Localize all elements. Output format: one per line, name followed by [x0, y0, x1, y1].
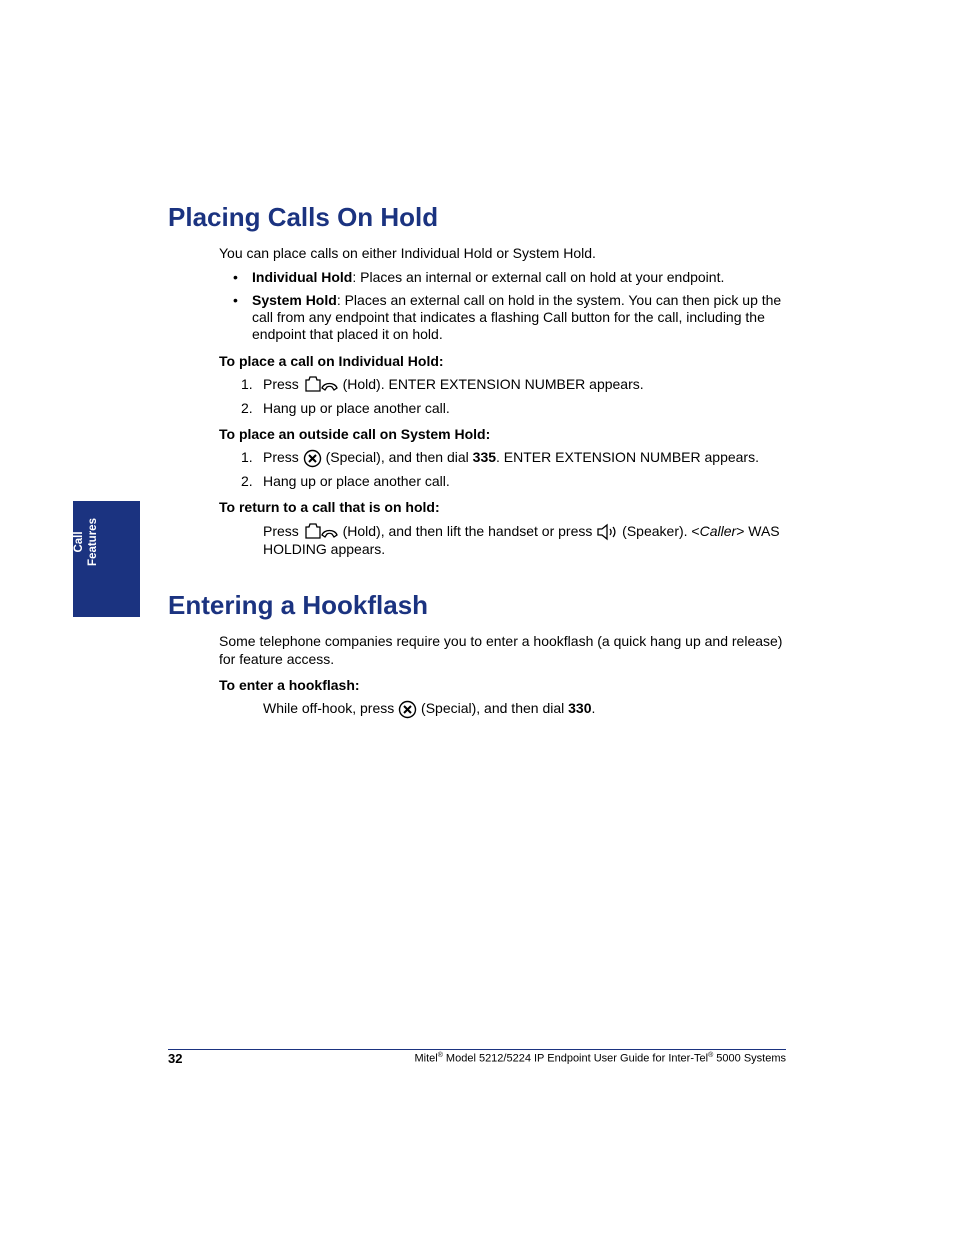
hookflash-step	[263, 700, 788, 719]
step-text: (Hold). ENTER EXTENSION NUMBER appears.	[342, 376, 644, 392]
bullet-dot: •	[233, 292, 238, 308]
speaker-icon	[596, 523, 618, 541]
proc1-step2: Hang up or place another call.	[263, 400, 450, 416]
step-text: (Speaker). <	[622, 523, 700, 539]
side-tab-label	[72, 506, 100, 578]
bullet-dot: •	[233, 269, 238, 285]
hold-icon	[303, 376, 339, 394]
step-text: . ENTER EXTENSION NUMBER appears.	[496, 449, 759, 466]
side-tab-line2: Features	[87, 518, 99, 566]
step-number: 1.	[241, 376, 253, 392]
side-tab-line1: Call	[73, 531, 85, 553]
registered-mark: ®	[708, 1052, 714, 1059]
bullet-text: : Places an internal or external call on hold at your endpoint.	[352, 269, 725, 285]
footer-text: Mitel	[414, 1052, 438, 1065]
step-text: While off-hook, press	[263, 700, 395, 717]
bullet-individual-hold	[252, 269, 792, 286]
step-text: Press	[263, 449, 299, 466]
footer-rule	[168, 1049, 786, 1050]
proc2-step2: Hang up or place another call.	[263, 473, 450, 489]
special-icon	[303, 449, 322, 468]
feature-code: 335	[472, 449, 497, 466]
step-text: (Special), and then dial	[421, 700, 565, 717]
hold-intro: You can place calls on either Individual Hold or System Hold.	[219, 245, 596, 261]
special-icon	[398, 700, 417, 719]
step-text: (Special), and then dial	[325, 449, 469, 466]
section-title-hold: Placing Calls On Hold	[168, 202, 439, 232]
section-title-hookflash: Entering a Hookflash	[168, 590, 429, 620]
step-number: 2.	[241, 400, 253, 416]
proc2-step1	[263, 449, 788, 468]
step-text: Press	[263, 523, 299, 539]
page-number: 32	[168, 1051, 183, 1066]
proc3-step	[263, 523, 788, 559]
bullet-term: System Hold	[252, 292, 337, 308]
bullet-system-hold	[252, 292, 792, 343]
step-number: 1.	[241, 449, 253, 465]
registered-mark: ®	[437, 1052, 443, 1059]
proc1-step1	[263, 376, 788, 394]
step-text: .	[591, 700, 596, 717]
caller-placeholder: Caller	[699, 523, 737, 539]
proc-return-hold-heading: To return to a call that is on hold:	[219, 499, 440, 515]
footer-title	[414, 1052, 786, 1065]
step-number: 2.	[241, 473, 253, 489]
hookflash-intro: Some telephone companies require you to enter a hookflash (a quick hang up and release) for feature access.	[219, 633, 783, 667]
proc-individual-hold-heading: To place a call on Individual Hold:	[219, 353, 444, 369]
footer-text: Model 5212/5224 IP Endpoint User Guide for Inter-Tel	[442, 1052, 709, 1065]
feature-code: 330	[568, 700, 592, 717]
bullet-term: Individual Hold	[252, 269, 353, 285]
proc-hookflash-heading: To enter a hookflash:	[219, 677, 360, 693]
footer-text: 5000 Systems	[713, 1052, 786, 1065]
step-text: > WAS HOLDING appears.	[263, 523, 780, 558]
bullet-text: : Places an external call on hold in the system. You can then pick up the call from any endpoint that indicates a flashing Call button for the call, including the endpoint that placed it on hold.	[252, 292, 782, 342]
hold-icon	[303, 523, 339, 541]
proc-system-hold-heading: To place an outside call on System Hold:	[219, 426, 491, 442]
step-text: (Hold), and then lift the handset or press	[342, 523, 593, 539]
step-text: Press	[263, 376, 299, 392]
